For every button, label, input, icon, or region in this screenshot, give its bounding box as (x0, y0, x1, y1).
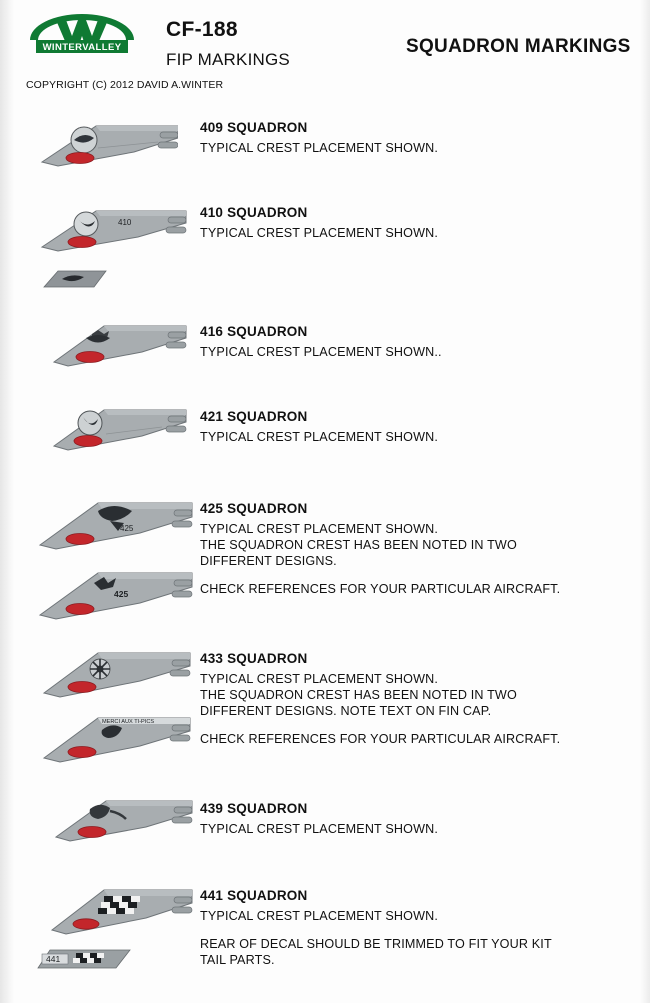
tail-art-425-a (36, 495, 196, 553)
entry-line: TYPICAL CREST PLACEMENT SHOWN. (200, 522, 438, 536)
entry-line: TYPICAL CREST PLACEMENT SHOWN. (200, 226, 438, 240)
entry-line: THE SQUADRON CREST HAS BEEN NOTED IN TWO (200, 538, 517, 552)
entry-title: 433 SQUADRON (200, 651, 308, 666)
entry-line: TYPICAL CREST PLACEMENT SHOWN.. (200, 345, 442, 359)
entry-433 (200, 651, 560, 748)
entry-title: 425 SQUADRON (200, 501, 308, 516)
fin-cap-text: MERCI AUX TI-PICS (102, 719, 155, 725)
tail-number-441: 441 (46, 954, 61, 964)
entry-line: DIFFERENT DESIGNS. NOTE TEXT ON FIN CAP. (200, 704, 492, 718)
entry-421 (200, 409, 438, 446)
entry-line: TYPICAL CREST PLACEMENT SHOWN. (200, 822, 438, 836)
tail-art-410-secondary (42, 265, 108, 291)
model-title: CF-188 (166, 18, 238, 41)
entry-425 (200, 501, 560, 598)
copyright-text: COPYRIGHT (C) 2012 DAVID A.WINTER (26, 79, 224, 91)
wintervalley-logo (26, 14, 138, 66)
entry-note: CHECK REFERENCES FOR YOUR PARTICULAR AIRCRAFT. (200, 582, 561, 596)
tail-art-416 (50, 318, 190, 370)
tail-art-410 (38, 203, 188, 255)
entry-line: TYPICAL CREST PLACEMENT SHOWN. (200, 430, 438, 444)
entry-title: 410 SQUADRON (200, 205, 308, 220)
entry-line: THE SQUADRON CREST HAS BEEN NOTED IN TWO (200, 688, 517, 702)
entry-line: DIFFERENT DESIGNS. (200, 554, 337, 568)
sheet-header (0, 0, 650, 100)
svg-text:WINTERVALLEY: WINTERVALLEY (42, 42, 122, 53)
tail-number-410: 410 (118, 218, 132, 227)
tail-art-441-secondary (36, 942, 132, 972)
entry-note: REAR OF DECAL SHOULD BE TRIMMED TO FIT YOUR KIT (200, 937, 552, 951)
tail-art-439 (52, 793, 197, 845)
entry-title: 441 SQUADRON (200, 888, 308, 903)
entry-410 (200, 205, 438, 242)
tail-art-425-b (36, 565, 196, 623)
entry-line: TYPICAL CREST PLACEMENT SHOWN. (200, 909, 438, 923)
entry-441 (200, 888, 552, 969)
entry-439 (200, 801, 438, 838)
entry-note: CHECK REFERENCES FOR YOUR PARTICULAR AIRCRAFT. (200, 732, 561, 746)
page-title: SQUADRON MARKINGS (406, 36, 631, 57)
sheet-subtitle: FIP MARKINGS (166, 50, 290, 69)
entry-title: 409 SQUADRON (200, 120, 308, 135)
tail-art-441 (48, 882, 198, 938)
tail-number-425: 425 (120, 524, 134, 533)
entry-title: 416 SQUADRON (200, 324, 308, 339)
tail-art-433-a (40, 645, 195, 701)
entry-line: TYPICAL CREST PLACEMENT SHOWN. (200, 672, 438, 686)
tail-art-421 (50, 402, 190, 454)
entry-line: TYPICAL CREST PLACEMENT SHOWN. (200, 141, 438, 155)
entry-title: 421 SQUADRON (200, 409, 308, 424)
entry-416 (200, 324, 442, 361)
tail-art-409 (38, 118, 178, 170)
entry-409 (200, 120, 438, 157)
tail-number-425-b: 425 (114, 589, 129, 599)
tail-art-433-b (40, 710, 195, 766)
entry-note: TAIL PARTS. (200, 953, 275, 967)
entry-title: 439 SQUADRON (200, 801, 308, 816)
